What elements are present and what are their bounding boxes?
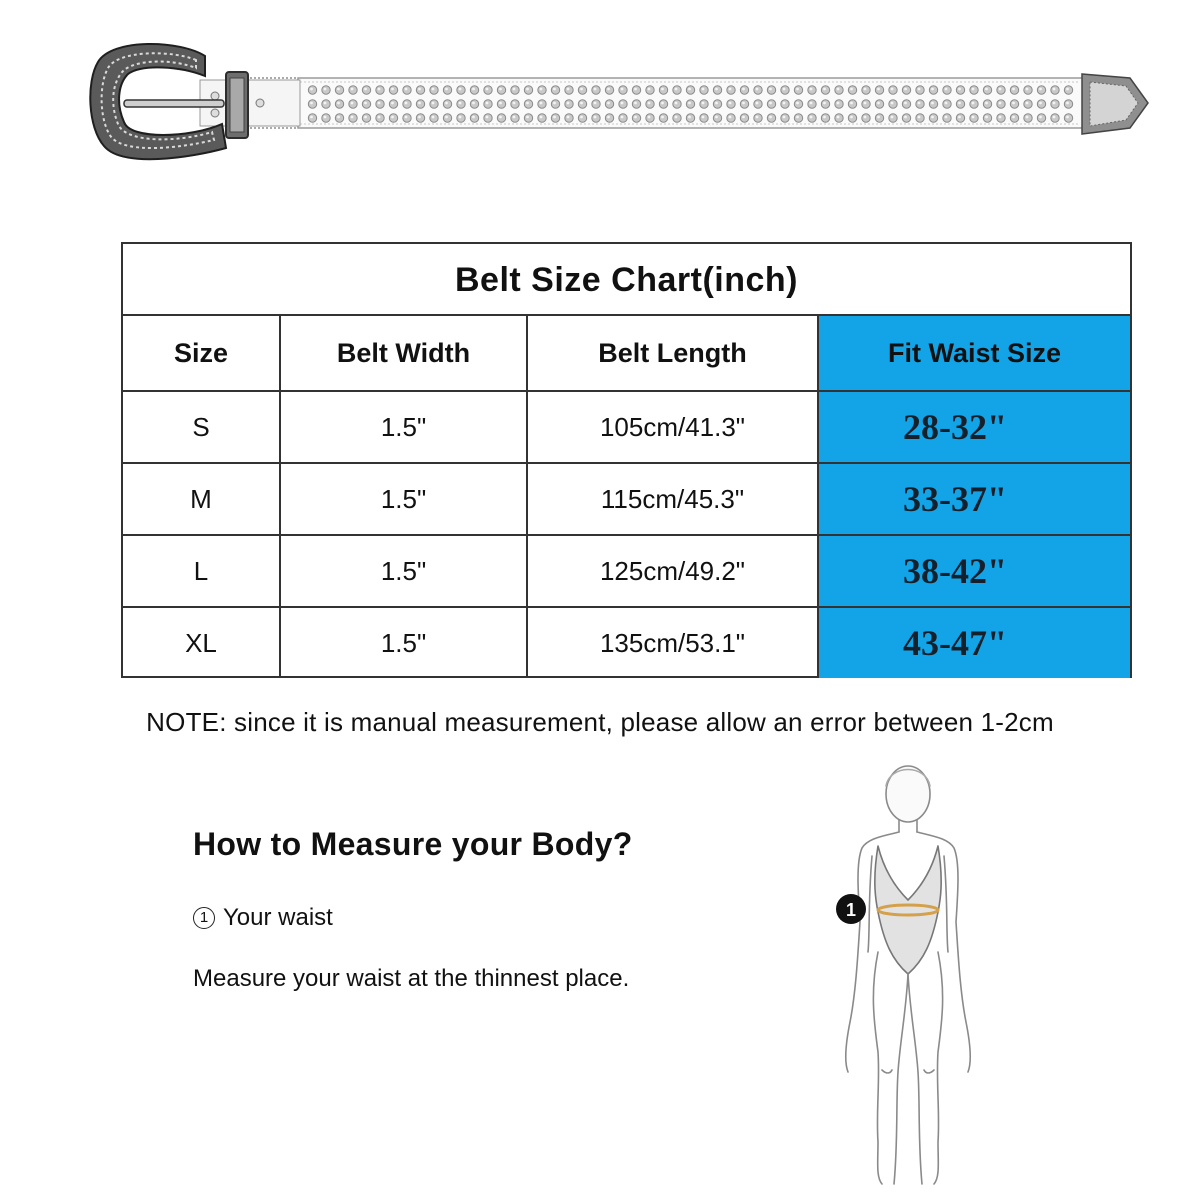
measurement-note: NOTE: since it is manual measurement, please allow an error between 1-2cm	[146, 707, 1054, 737]
belt-size-chart	[121, 242, 1132, 678]
measure-item	[193, 904, 333, 932]
cell-width: 1.5"	[280, 463, 527, 535]
table-row	[123, 463, 1130, 535]
circled-number-icon: 1	[193, 907, 215, 929]
table-row	[123, 535, 1130, 607]
chart-title: Belt Size Chart(inch)	[123, 244, 1130, 316]
cell-size: M	[123, 463, 280, 535]
measure-item-label: Your waist	[223, 904, 333, 931]
table-row	[123, 391, 1130, 463]
cell-length: 115cm/45.3"	[527, 463, 818, 535]
col-header-belt-length: Belt Length	[527, 316, 818, 391]
table-row	[123, 607, 1130, 678]
cell-size: S	[123, 391, 280, 463]
col-header-size: Size	[123, 316, 280, 391]
cell-size: XL	[123, 607, 280, 678]
cell-width: 1.5"	[280, 391, 527, 463]
cell-waist: 43-47"	[818, 607, 1130, 678]
cell-length: 135cm/53.1"	[527, 607, 818, 678]
cell-waist: 33-37"	[818, 463, 1130, 535]
cell-waist: 28-32"	[818, 391, 1130, 463]
waist-marker-number: 1	[845, 900, 857, 920]
measure-title: How to Measure your Body?	[193, 826, 633, 862]
cell-width: 1.5"	[280, 535, 527, 607]
cell-length: 125cm/49.2"	[527, 535, 818, 607]
col-header-fit-waist: Fit Waist Size	[818, 316, 1130, 391]
header-row	[123, 316, 1130, 391]
cell-length: 105cm/41.3"	[527, 391, 818, 463]
cell-size: L	[123, 535, 280, 607]
cell-waist: 38-42"	[818, 535, 1130, 607]
col-header-belt-width: Belt Width	[280, 316, 527, 391]
cell-width: 1.5"	[280, 607, 527, 678]
body-figure-illustration	[820, 752, 990, 1192]
size-table	[123, 316, 1130, 678]
belt-product-image	[0, 0, 1200, 180]
measure-description: Measure your waist at the thinnest place.	[193, 965, 630, 992]
